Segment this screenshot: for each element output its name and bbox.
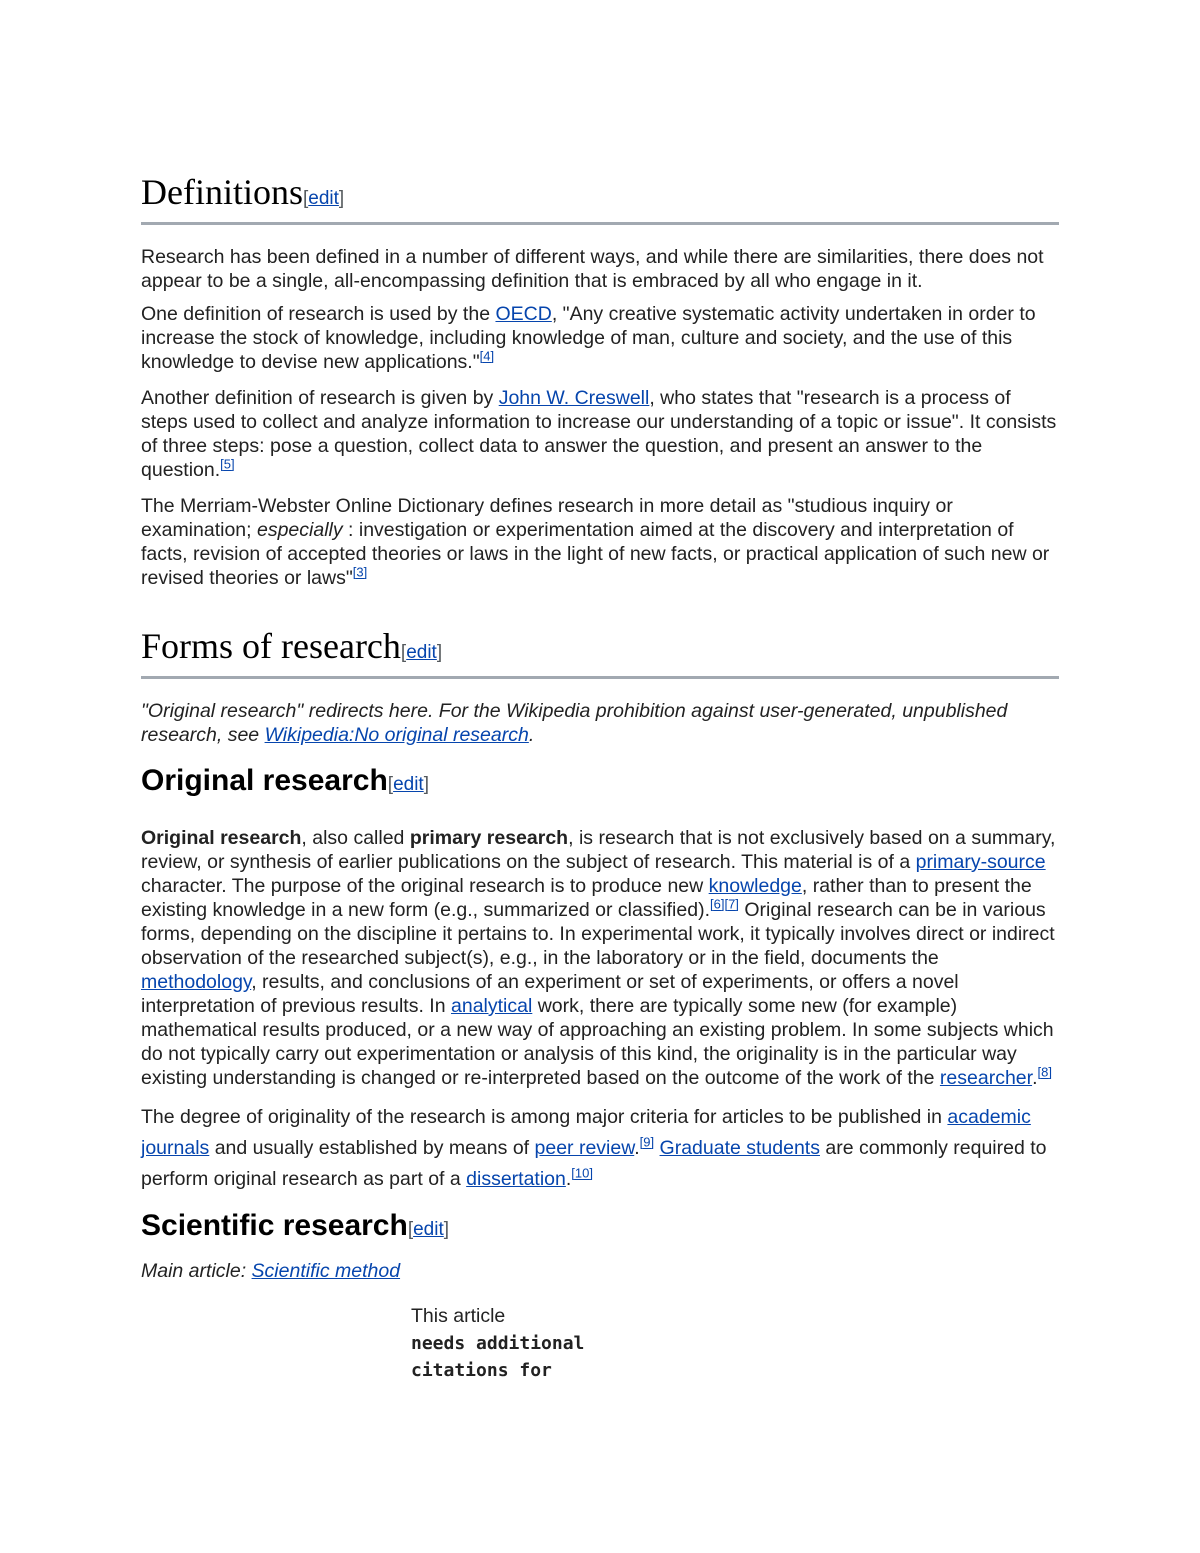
heading-scientific-research bbox=[141, 1207, 1059, 1249]
heading-forms-of-research bbox=[141, 624, 1059, 679]
definitions-paragraph-1: Research has been defined in a number of different ways, and while there are similarities, there does not appear to be a single, all-encompassing definition that is embraced by all who engage in it. bbox=[141, 246, 1044, 292]
graduate-students-link[interactable]: Graduate students bbox=[659, 1137, 820, 1159]
reference-5[interactable] bbox=[220, 457, 234, 472]
bold-primary-research: primary research bbox=[409, 827, 569, 849]
reference-8[interactable] bbox=[1037, 1065, 1051, 1080]
text-run: are commonly required to perform original research as part of a bbox=[141, 1137, 1047, 1190]
methodology-link[interactable]: methodology bbox=[141, 971, 252, 993]
text-run: . bbox=[565, 1168, 572, 1190]
text-run: Another definition of research is given by bbox=[141, 387, 499, 409]
reference-3[interactable] bbox=[353, 565, 367, 580]
text-run: "Original research" redirects here. For the Wikipedia prohibition against user-generated, unpublished research, see bbox=[141, 700, 1008, 746]
reference-10-link[interactable]: [10] bbox=[571, 1165, 593, 1181]
bold-original-research: Original research bbox=[141, 827, 302, 849]
text-run: . bbox=[1032, 1067, 1038, 1089]
edit-forms-link[interactable]: edit bbox=[406, 642, 437, 663]
edit-original-link[interactable]: edit bbox=[393, 774, 424, 795]
text-run: character. The purpose of the original research is to produce new bbox=[141, 875, 709, 897]
text-run: , results, and conclusions of an experiment or set of experiments, or offers a novel interpretation of previous results. In bbox=[141, 971, 959, 1017]
reference-7-link[interactable]: [7] bbox=[724, 896, 739, 912]
article-body bbox=[141, 170, 1059, 1384]
oecd-link[interactable]: OECD bbox=[495, 303, 552, 325]
reference-9-link[interactable]: [9] bbox=[639, 1134, 655, 1150]
notice-text: This article bbox=[411, 1305, 506, 1327]
text-run: Main article: bbox=[141, 1260, 252, 1282]
reference-8-link[interactable]: [8] bbox=[1037, 1064, 1052, 1080]
text-run: and usually established by means of bbox=[209, 1137, 535, 1159]
reference-4[interactable] bbox=[480, 349, 494, 364]
reference-7[interactable] bbox=[724, 897, 738, 912]
text-run: Original research can be in various forms, depending on the discipline it pertains to. In experimental work, it typically involves direct or indirect observation of the researched subject(s), e.g., in the laboratory or in the field, documents the bbox=[141, 899, 1055, 969]
peer-review-link[interactable]: peer review bbox=[534, 1137, 635, 1159]
text-run: , is research that is not exclusively based on a summary, review, or synthesis of earlier publications on the subject of research. This material is of a bbox=[141, 827, 1056, 873]
heading-forms-text: Forms of research bbox=[141, 626, 401, 666]
heading-original-research bbox=[141, 762, 1059, 804]
no-original-research-link[interactable]: Wikipedia:No original research bbox=[264, 724, 529, 746]
original-paragraph-1 bbox=[141, 826, 1059, 1090]
heading-original-text: Original research bbox=[141, 764, 388, 797]
reference-10[interactable] bbox=[571, 1166, 593, 1181]
definitions-paragraph-3 bbox=[141, 386, 1059, 482]
edit-section-link-wrapper: [edit] bbox=[387, 774, 429, 795]
text-run: , who states that "research is a process of steps used to collect and analyze information to increase our understanding of a topic or issue". It consists of three steps: pose a question, collect data to answer the question, and present an answer to the question. bbox=[141, 387, 1057, 481]
text-run: : investigation or experimentation aimed at the discovery and interpretation of facts, revision of accepted theories or laws in the light of new facts, or practical application of such new or revised theories or laws" bbox=[141, 519, 1050, 589]
heading-scientific-text: Scientific research bbox=[141, 1209, 408, 1242]
text-run: work, there are typically some new (for example) mathematical results produced, or a new way of approaching an existing problem. In some subjects which do not typically carry out experimentation or analysis of this kind, the originality is in the particular way existing understanding is changed or re-interpreted based on the outcome of the work of the bbox=[141, 995, 1054, 1089]
edit-section-link-wrapper: [edit] bbox=[302, 188, 345, 209]
notice-bold-text: needs additional citations for bbox=[411, 1333, 585, 1381]
reference-6[interactable] bbox=[710, 897, 724, 912]
knowledge-link[interactable]: knowledge bbox=[708, 875, 802, 897]
primary-source-link[interactable]: primary-source bbox=[915, 851, 1046, 873]
edit-section-link-wrapper: [edit] bbox=[400, 642, 443, 663]
emphasis-especially: especially bbox=[256, 519, 343, 541]
reference-6-link[interactable]: [6] bbox=[710, 896, 725, 912]
reference-4-link[interactable]: [4] bbox=[479, 348, 495, 364]
text-run: The degree of originality of the research is among major criteria for articles to be published in bbox=[141, 1106, 948, 1128]
reference-9[interactable] bbox=[640, 1135, 654, 1150]
text-run: , "Any creative systematic activity undertaken in order to increase the stock of knowledge, including knowledge of man, culture and society, and the use of this knowledge to devise new applications." bbox=[141, 303, 1036, 373]
hatnote bbox=[141, 699, 1059, 747]
academic-journals-link[interactable]: academic journals bbox=[141, 1106, 1031, 1159]
definitions-paragraph-4 bbox=[141, 494, 1059, 590]
main-article-hatnote bbox=[141, 1259, 1059, 1283]
definitions-paragraph-2 bbox=[141, 302, 1059, 374]
text-run: . bbox=[634, 1137, 640, 1159]
reference-3-link[interactable]: [3] bbox=[352, 564, 368, 580]
edit-definitions-link[interactable]: edit bbox=[308, 188, 339, 209]
text-run: , rather than to present the existing knowledge in a new form (e.g., summarized or classified). bbox=[141, 875, 1032, 921]
text-run: . bbox=[528, 724, 535, 746]
scientific-method-link[interactable]: Scientific method bbox=[251, 1260, 401, 1282]
edit-scientific-link[interactable]: edit bbox=[413, 1219, 444, 1240]
dissertation-link[interactable]: dissertation bbox=[466, 1168, 566, 1190]
heading-definitions bbox=[141, 170, 1059, 225]
text-run: One definition of research is used by the bbox=[141, 303, 496, 325]
text-run: The Merriam-Webster Online Dictionary defines research in more detail as "studious inquiry or examination; bbox=[141, 495, 953, 541]
analytical-link[interactable]: analytical bbox=[451, 995, 533, 1017]
text-run: , also called bbox=[301, 827, 410, 849]
original-paragraph-2 bbox=[141, 1102, 1059, 1195]
reference-5-link[interactable]: [5] bbox=[220, 456, 235, 472]
researcher-link[interactable]: researcher bbox=[939, 1067, 1033, 1089]
citation-needed-notice bbox=[411, 1303, 651, 1384]
heading-definitions-text: Definitions bbox=[141, 172, 303, 212]
creswell-link[interactable]: John W. Creswell bbox=[498, 387, 650, 409]
edit-section-link-wrapper: [edit] bbox=[407, 1219, 450, 1240]
